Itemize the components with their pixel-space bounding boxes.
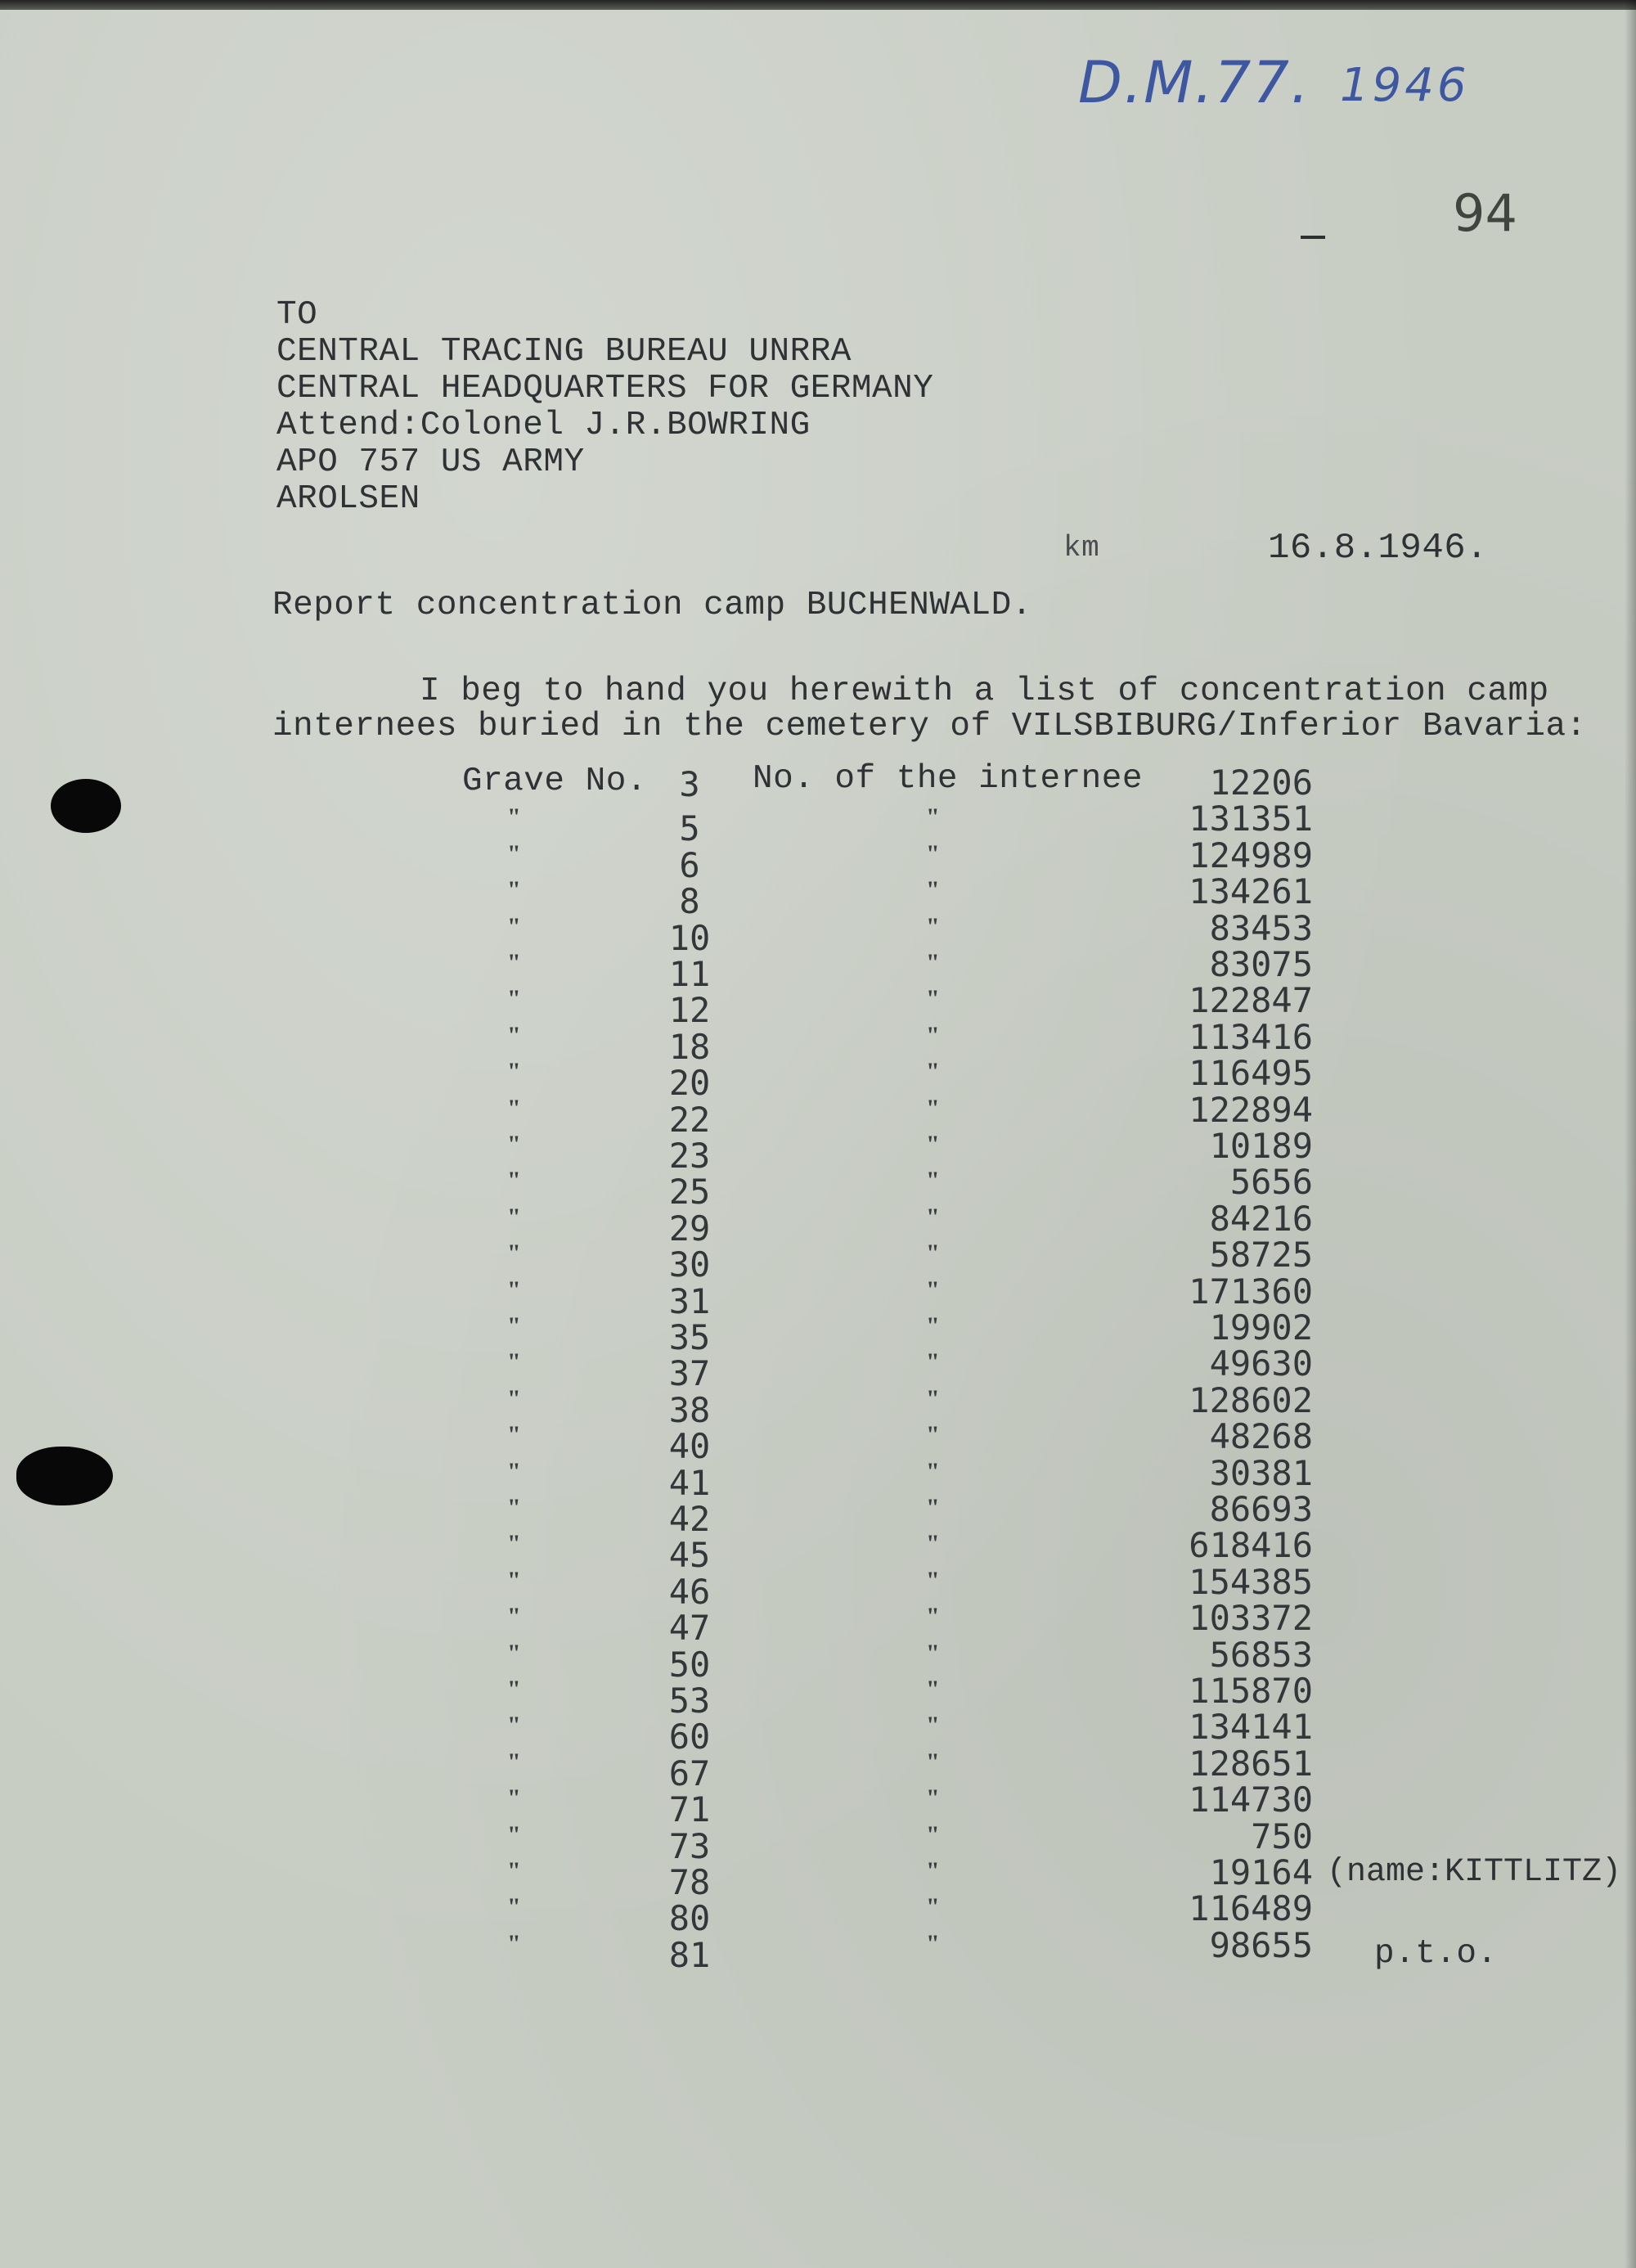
list-row bbox=[0, 907, 1636, 958]
ditto-mark-grave: " bbox=[507, 1276, 521, 1303]
list-row bbox=[0, 1780, 1636, 1830]
ditto-mark-internee: " bbox=[926, 803, 940, 831]
internee-number: 103372 bbox=[1189, 1598, 1313, 1639]
grave-number: 31 bbox=[668, 1280, 711, 1321]
ditto-mark-grave: " bbox=[507, 1494, 521, 1521]
grave-number: 10 bbox=[668, 917, 711, 958]
internee-number: 83453 bbox=[1209, 907, 1313, 948]
list-row bbox=[0, 1016, 1636, 1067]
list-row bbox=[0, 1198, 1636, 1249]
list-row bbox=[0, 1271, 1636, 1321]
grave-number: 29 bbox=[668, 1208, 711, 1249]
body-line-1: I beg to hand you herewith a list of concentration camp bbox=[420, 673, 1549, 710]
internee-number: 124989 bbox=[1189, 835, 1313, 875]
ditto-mark-internee: " bbox=[926, 1820, 940, 1848]
ditto-mark-grave: " bbox=[507, 1240, 521, 1267]
ditto-mark-grave: " bbox=[507, 876, 521, 904]
ditto-mark-internee: " bbox=[926, 1240, 940, 1267]
list-row bbox=[0, 799, 1636, 849]
ditto-mark-internee: " bbox=[926, 1094, 940, 1122]
body-line-2: internees buried in the cemetery of VILSBIBURG/Inferior Bavaria: bbox=[272, 708, 1587, 745]
ditto-mark-grave: " bbox=[507, 1603, 521, 1631]
grave-number: 12 bbox=[668, 990, 711, 1031]
internee-number: 116495 bbox=[1189, 1053, 1313, 1094]
internee-number: 58725 bbox=[1209, 1235, 1313, 1276]
ditto-mark-grave: " bbox=[507, 1712, 521, 1739]
list-row bbox=[0, 1671, 1636, 1721]
list-row bbox=[0, 1707, 1636, 1757]
grave-number: 60 bbox=[668, 1717, 711, 1757]
internee-number: 154385 bbox=[1189, 1561, 1313, 1602]
list-row bbox=[0, 871, 1636, 922]
grave-number: 5 bbox=[679, 808, 700, 849]
ditto-mark-internee: " bbox=[926, 1748, 940, 1775]
ditto-mark-grave: " bbox=[507, 1676, 521, 1703]
grave-number: 20 bbox=[668, 1063, 711, 1104]
ditto-mark-internee: " bbox=[926, 1384, 940, 1412]
ditto-mark-grave: " bbox=[507, 1348, 521, 1376]
internee-number: 83075 bbox=[1209, 944, 1313, 984]
ditto-mark-internee: " bbox=[926, 1312, 940, 1339]
ditto-mark-grave: " bbox=[507, 1058, 521, 1086]
ditto-mark-grave: " bbox=[507, 1857, 521, 1884]
list-row bbox=[0, 1743, 1636, 1793]
list-row bbox=[0, 1525, 1636, 1576]
list-row bbox=[0, 1162, 1636, 1213]
ditto-mark-grave: " bbox=[507, 1566, 521, 1594]
ditto-mark-internee: " bbox=[926, 1276, 940, 1303]
ditto-mark-grave: " bbox=[507, 1203, 521, 1231]
grave-number: 3 bbox=[679, 764, 700, 804]
ditto-mark-grave: " bbox=[507, 1167, 521, 1195]
page-number: 94 bbox=[1453, 183, 1517, 243]
ditto-mark-grave: " bbox=[507, 1748, 521, 1775]
ditto-mark-grave: " bbox=[507, 1820, 521, 1848]
grave-number: 67 bbox=[668, 1753, 711, 1793]
ditto-mark-internee: " bbox=[926, 1639, 940, 1667]
ditto-mark-internee: " bbox=[926, 949, 940, 976]
ditto-mark-internee: " bbox=[926, 1421, 940, 1449]
typist-initials: km bbox=[1063, 531, 1100, 565]
ditto-mark-internee: " bbox=[926, 839, 940, 867]
grave-number: 35 bbox=[668, 1317, 711, 1357]
address-to: TO bbox=[276, 296, 318, 334]
ditto-mark-grave: " bbox=[507, 803, 521, 831]
grave-number: 6 bbox=[679, 844, 700, 885]
internee-number: 171360 bbox=[1189, 1271, 1313, 1312]
ditto-mark-internee: " bbox=[926, 1348, 940, 1376]
grave-number: 81 bbox=[668, 1934, 711, 1975]
grave-number: 47 bbox=[668, 1608, 711, 1649]
page-turn-note: p.t.o. bbox=[1374, 1935, 1498, 1973]
list-row bbox=[0, 763, 1636, 804]
grave-number: 53 bbox=[668, 1681, 711, 1721]
grave-number: 30 bbox=[668, 1244, 711, 1285]
list-row bbox=[0, 1852, 1636, 1902]
grave-number: 78 bbox=[668, 1862, 711, 1902]
ditto-mark-internee: " bbox=[926, 876, 940, 904]
handwritten-year: 1946 bbox=[1340, 59, 1470, 112]
list-row bbox=[0, 1888, 1636, 1939]
internee-number: 30381 bbox=[1209, 1452, 1313, 1493]
list-row bbox=[0, 980, 1636, 1031]
internee-number: 114730 bbox=[1189, 1780, 1313, 1820]
internee-number: 134261 bbox=[1189, 871, 1313, 912]
address-line-4: APO 757 US ARMY bbox=[276, 443, 585, 481]
grave-number: 71 bbox=[668, 1789, 711, 1830]
ditto-mark-grave: " bbox=[507, 839, 521, 867]
list-row bbox=[0, 1053, 1636, 1104]
internee-number: 49630 bbox=[1209, 1343, 1313, 1384]
list-row bbox=[0, 835, 1636, 885]
ditto-mark-grave: " bbox=[507, 912, 521, 940]
list-row bbox=[0, 1634, 1636, 1685]
internee-number: 84216 bbox=[1209, 1198, 1313, 1239]
ditto-mark-internee: " bbox=[926, 1203, 940, 1231]
grave-number: 8 bbox=[679, 881, 700, 922]
grave-number: 38 bbox=[668, 1389, 711, 1430]
subject-line: Report concentration camp BUCHENWALD. bbox=[272, 587, 1032, 624]
ditto-mark-internee: " bbox=[926, 985, 940, 1013]
address-line-1: CENTRAL TRACING BUREAU UNRRA bbox=[276, 333, 852, 371]
ditto-mark-internee: " bbox=[926, 1676, 940, 1703]
ditto-mark-internee: " bbox=[926, 912, 940, 940]
grave-number: 22 bbox=[668, 1099, 711, 1140]
grave-number: 46 bbox=[668, 1571, 711, 1612]
grave-number: 25 bbox=[668, 1172, 711, 1213]
internee-number: 131351 bbox=[1189, 799, 1313, 839]
ditto-mark-internee: " bbox=[926, 1021, 940, 1049]
list-row bbox=[0, 1489, 1636, 1539]
list-row bbox=[0, 1235, 1636, 1285]
grave-number: 80 bbox=[668, 1898, 711, 1939]
list-row bbox=[0, 1379, 1636, 1430]
ditto-mark-internee: " bbox=[926, 1603, 940, 1631]
internee-number: 122847 bbox=[1189, 980, 1313, 1021]
ditto-mark-internee: " bbox=[926, 1929, 940, 1957]
list-row bbox=[0, 944, 1636, 994]
list-row bbox=[0, 1089, 1636, 1140]
internee-number: 618416 bbox=[1189, 1525, 1313, 1566]
internee-number: 12206 bbox=[1209, 763, 1313, 803]
grave-number: 42 bbox=[668, 1499, 711, 1539]
grave-number: 50 bbox=[668, 1644, 711, 1685]
ditto-mark-internee: " bbox=[926, 1058, 940, 1086]
list-header-internee: No. of the internee bbox=[753, 760, 1143, 798]
ditto-mark-internee: " bbox=[926, 1893, 940, 1921]
ditto-mark-grave: " bbox=[507, 985, 521, 1013]
internee-number: 48268 bbox=[1209, 1416, 1313, 1457]
internee-number: 128602 bbox=[1189, 1379, 1313, 1420]
internee-number: 19164 bbox=[1209, 1852, 1313, 1892]
internee-name-note: (name:KITTLITZ) bbox=[1327, 1854, 1622, 1891]
ditto-mark-internee: " bbox=[926, 1494, 940, 1521]
grave-number: 73 bbox=[668, 1825, 711, 1866]
ditto-mark-grave: " bbox=[507, 1021, 521, 1049]
internee-number: 113416 bbox=[1189, 1016, 1313, 1057]
ditto-mark-grave: " bbox=[507, 1384, 521, 1412]
list-row bbox=[0, 1561, 1636, 1612]
ditto-mark-grave: " bbox=[507, 1312, 521, 1339]
ditto-mark-grave: " bbox=[507, 1094, 521, 1122]
address-line-2: CENTRAL HEADQUARTERS FOR GERMANY bbox=[276, 370, 934, 407]
internee-number: 128651 bbox=[1189, 1743, 1313, 1784]
grave-number: 18 bbox=[668, 1026, 711, 1067]
address-line-5: AROLSEN bbox=[276, 480, 420, 518]
ditto-mark-internee: " bbox=[926, 1167, 940, 1195]
ditto-mark-internee: " bbox=[926, 1857, 940, 1884]
ditto-mark-internee: " bbox=[926, 1566, 940, 1594]
ditto-mark-grave: " bbox=[507, 1639, 521, 1667]
internee-number: 750 bbox=[1251, 1816, 1313, 1856]
internee-number: 19902 bbox=[1209, 1307, 1313, 1348]
list-row bbox=[0, 1416, 1636, 1467]
ditto-mark-grave: " bbox=[507, 1530, 521, 1558]
internee-number: 122894 bbox=[1189, 1089, 1313, 1130]
ditto-mark-grave: " bbox=[507, 1457, 521, 1485]
ditto-mark-internee: " bbox=[926, 1784, 940, 1812]
ditto-mark-grave: " bbox=[507, 1421, 521, 1449]
ditto-mark-grave: " bbox=[507, 1131, 521, 1158]
list-row bbox=[0, 1598, 1636, 1649]
list-row bbox=[0, 1343, 1636, 1394]
grave-number: 40 bbox=[668, 1426, 711, 1467]
address-line-3: Attend:Colonel J.R.BOWRING bbox=[276, 407, 811, 444]
ditto-mark-grave: " bbox=[507, 1929, 521, 1957]
internee-number: 10189 bbox=[1209, 1126, 1313, 1166]
grave-number: 11 bbox=[668, 954, 711, 994]
list-row bbox=[0, 1307, 1636, 1357]
internee-number: 56853 bbox=[1209, 1634, 1313, 1675]
grave-number: 37 bbox=[668, 1353, 711, 1394]
internee-number: 98655 bbox=[1209, 1924, 1313, 1965]
grave-number: 45 bbox=[668, 1535, 711, 1576]
ditto-mark-internee: " bbox=[926, 1712, 940, 1739]
internee-number: 134141 bbox=[1189, 1707, 1313, 1748]
ditto-mark-internee: " bbox=[926, 1131, 940, 1158]
ditto-mark-grave: " bbox=[507, 1784, 521, 1812]
ditto-mark-internee: " bbox=[926, 1457, 940, 1485]
ditto-mark-internee: " bbox=[926, 1530, 940, 1558]
list-row bbox=[0, 1126, 1636, 1176]
grave-number: 41 bbox=[668, 1462, 711, 1503]
internee-number: 116489 bbox=[1189, 1888, 1313, 1929]
ditto-mark-grave: " bbox=[507, 1893, 521, 1921]
ditto-mark-grave: " bbox=[507, 949, 521, 976]
handwritten-reference: D.M.77. bbox=[1078, 49, 1311, 116]
list-row bbox=[0, 1816, 1636, 1866]
internee-number: 115870 bbox=[1189, 1671, 1313, 1711]
internee-number: 5656 bbox=[1229, 1162, 1313, 1203]
list-row bbox=[0, 1452, 1636, 1503]
list-header-grave: Grave No. bbox=[462, 763, 647, 800]
internee-number: 86693 bbox=[1209, 1489, 1313, 1529]
letter-date: 16.8.1946. bbox=[1268, 528, 1489, 569]
grave-number: 23 bbox=[668, 1136, 711, 1176]
